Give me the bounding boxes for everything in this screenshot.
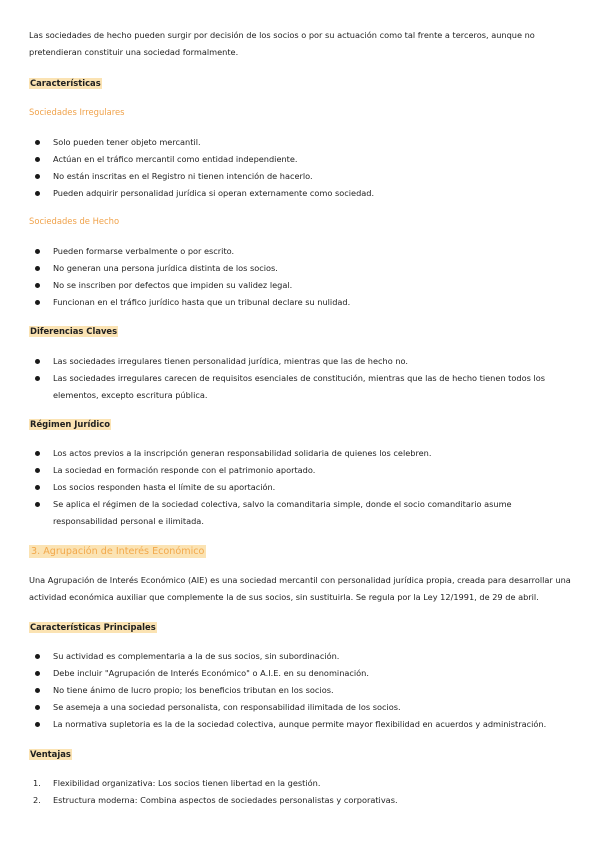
bullet-icon: [35, 191, 40, 196]
bullet-icon: [35, 451, 40, 456]
list-item: Debe incluir "Agrupación de Interés Económico" o A.I.E. en su denominación.: [29, 665, 574, 682]
bullet-icon: [35, 705, 40, 710]
bullet-icon: [35, 502, 40, 507]
list-item: Pueden formarse verbalmente o por escrito.: [29, 243, 574, 260]
list-item: Funcionan en el tráfico jurídico hasta que un tribunal declare su nulidad.: [29, 294, 574, 311]
list-item: Solo pueden tener objeto mercantil.: [29, 134, 574, 151]
list-item: Su actividad es complementaria a la de sus socios, sin subordinación.: [29, 648, 574, 665]
list-item: 1. Flexibilidad organizativa: Los socios tienen libertad en la gestión.: [33, 778, 321, 788]
list-item: La sociedad en formación responde con el patrimonio aportado.: [29, 462, 574, 479]
bullet-icon: [35, 722, 40, 727]
aie-paragraph: Una Agrupación de Interés Económico (AIE) es una sociedad mercantil con personalidad jurídica propia, creada para desarrollar una actividad económica auxiliar que complemente la de sus socios, sin sustituirla. Se regula por la Ley 12/1991, de 29 de abril.: [29, 575, 571, 602]
list-item: No generan una persona jurídica distinta de los socios.: [29, 260, 574, 277]
bullet-icon: [35, 468, 40, 473]
list-item: No están inscritas en el Registro ni tienen intención de hacerlo.: [29, 168, 574, 185]
list-item: 2. Estructura moderna: Combina aspectos de sociedades personalistas y corporativas.: [33, 795, 398, 805]
heading-caracteristicas: Características: [30, 78, 101, 88]
list-principales: [29, 648, 574, 733]
list-ventajas: [29, 775, 574, 809]
list-irregulares: [29, 134, 574, 202]
subheading-irregulares: Sociedades Irregulares: [29, 107, 125, 117]
list-item: Los socios responden hasta el límite de su aportación.: [29, 479, 574, 496]
bullet-icon: [35, 283, 40, 288]
list-item: Las sociedades irregulares tienen personalidad jurídica, mientras que las de hecho no.: [29, 353, 574, 370]
bullet-icon: [35, 688, 40, 693]
list-item: Se aplica el régimen de la sociedad colectiva, salvo la comanditaria simple, donde el socio comanditario asume responsabilidad personal e ilimitada.: [29, 496, 574, 530]
bullet-icon: [35, 300, 40, 305]
heading-ventajas: Ventajas: [30, 749, 71, 759]
bullet-icon: [35, 266, 40, 271]
bullet-icon: [35, 485, 40, 490]
list-item: No se inscriben por defectos que impiden su validez legal.: [29, 277, 574, 294]
list-item: Actúan en el tráfico mercantil como entidad independiente.: [29, 151, 574, 168]
list-item: Las sociedades irregulares carecen de requisitos esenciales de constitución, mientras que las de hecho tienen todos los elementos, excepto escritura pública.: [29, 370, 574, 404]
heading-diferencias: Diferencias Claves: [30, 326, 118, 336]
bullet-icon: [35, 249, 40, 254]
heading-aie: 3. Agrupación de Interés Económico: [31, 546, 205, 557]
list-item: Pueden adquirir personalidad jurídica si operan externamente como sociedad.: [29, 185, 574, 202]
bullet-icon: [35, 174, 40, 179]
list-hecho: [29, 243, 574, 311]
list-item: La normativa supletoria es la de la sociedad colectiva, aunque permite mayor flexibilidad en acuerdos y administración.: [29, 716, 574, 733]
bullet-icon: [35, 376, 40, 381]
list-regimen: [29, 445, 574, 530]
heading-regimen: Régimen Jurídico: [30, 419, 110, 429]
subheading-hecho: Sociedades de Hecho: [29, 216, 120, 226]
list-item: Los actos previos a la inscripción generan responsabilidad solidaria de quienes los celebren.: [29, 445, 574, 462]
list-item: No tiene ánimo de lucro propio; los beneficios tributan en los socios.: [29, 682, 574, 699]
intro-paragraph: Las sociedades de hecho pueden surgir por decisión de los socios o por su actuación como tal frente a terceros, aunque no pretendieran constituir una sociedad formalmente.: [29, 30, 535, 57]
bullet-icon: [35, 157, 40, 162]
bullet-icon: [35, 671, 40, 676]
bullet-icon: [35, 654, 40, 659]
bullet-icon: [35, 359, 40, 364]
heading-principales: Características Principales: [30, 622, 156, 632]
list-diferencias: [29, 353, 574, 404]
bullet-icon: [35, 140, 40, 145]
list-item: Se asemeja a una sociedad personalista, con responsabilidad ilimitada de los socios.: [29, 699, 574, 716]
